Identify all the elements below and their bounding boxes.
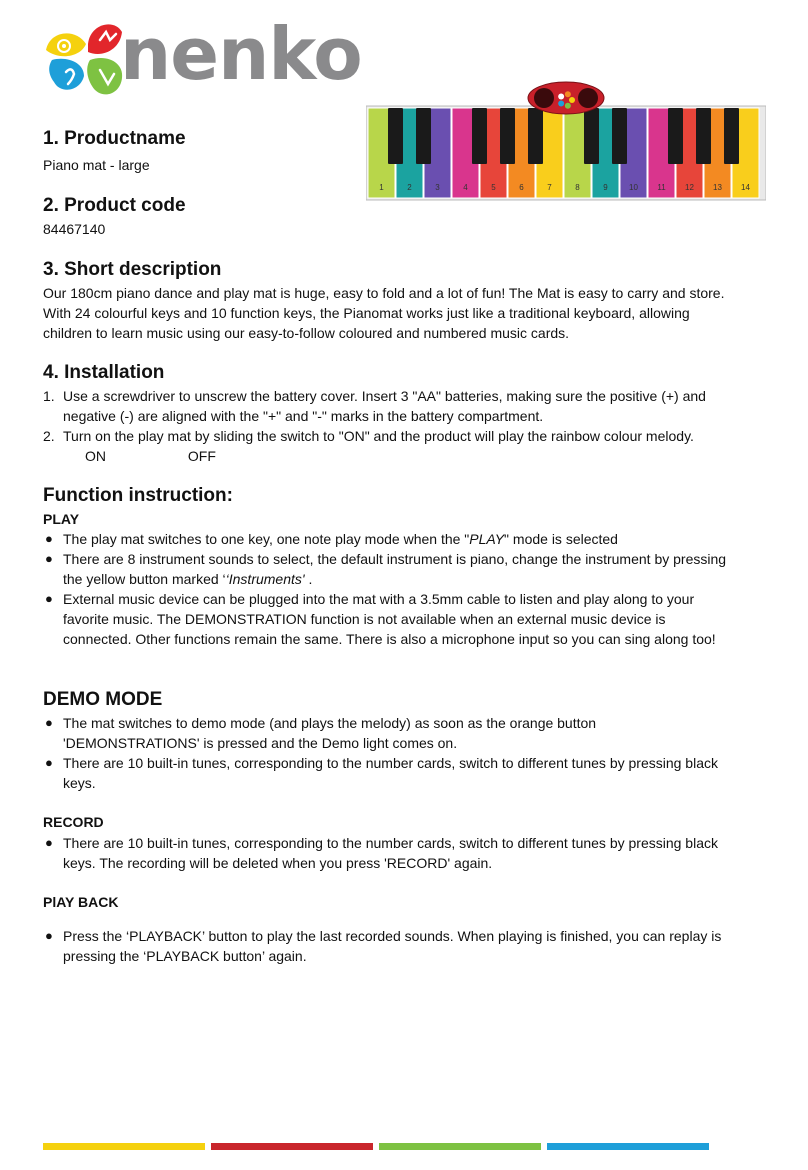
key-number: 3: [435, 183, 440, 192]
on-label: ON: [85, 448, 106, 464]
footer-color-segment: [379, 1143, 541, 1150]
demo-item: ● There are 10 built-in tunes, corresponding to the number cards, switch to different tunes by pressing black keys.: [45, 755, 718, 791]
short-description-heading: 3. Short description: [43, 259, 222, 280]
key-number: 10: [629, 183, 638, 192]
short-description-text: Our 180cm piano dance and play mat is huge, easy to fold and a lot of fun! The Mat is easy to carry and store. With 24 colourful keys and 10 function keys, the Pianomat works just like a traditional keyboard, allowing children to learn music using our easy-to-follow coloured and numbered music cards.: [43, 285, 725, 341]
play-item: ● External music device can be plugged into the mat with a 3.5mm cable to listen and play along to your favorite music. The DEMONSTRATION function is not available when an external music device is connected. Other functions remain the same. There is also a microphone input so you can sing along too!: [45, 591, 716, 647]
black-key: [724, 108, 739, 164]
key-number: 7: [547, 183, 552, 192]
black-key: [472, 108, 487, 164]
footer-color-bar: [43, 1143, 709, 1150]
installation-step: 1. Use a screwdriver to unscrew the battery cover. Insert 3 "AA" batteries, making sure the positive (+) and negative (-) are aligned with the "+" and "-" marks in the battery compartment.: [43, 388, 706, 424]
play-heading: PLAY: [43, 511, 80, 527]
off-label: OFF: [187, 448, 216, 464]
black-key: [388, 108, 403, 164]
play-list: [43, 529, 733, 649]
key-number: 13: [713, 183, 722, 192]
play-item: ● The play mat switches to one key, one note play mode when the "PLAY" mode is selected: [45, 531, 618, 547]
record-list: [43, 833, 733, 873]
speaker-left: [534, 88, 554, 108]
speaker-right: [578, 88, 598, 108]
record-item: ● There are 10 built-in tunes, corresponding to the number cards, switch to different tunes by pressing black keys. The recording will be deleted when you press 'RECORD' again.: [45, 835, 718, 871]
key-number: 1: [379, 183, 384, 192]
product-code-value: 84467140: [43, 221, 106, 237]
productname-value: Piano mat - large: [43, 157, 150, 173]
black-key: [528, 108, 543, 164]
key-number: 8: [575, 183, 580, 192]
installation-step-text: Turn on the play mat by sliding the switch to "ON" and the product will play the rainbow colour melody.: [63, 428, 694, 444]
piano-mat-illustration: [366, 80, 766, 202]
black-key: [584, 108, 599, 164]
demo-item: ● The mat switches to demo mode (and plays the melody) as soon as the orange button 'DEMONSTRATIONS' is pressed and the Demo light comes on.: [45, 715, 597, 751]
control-button: [569, 97, 575, 103]
logo-petal-yellow: [46, 33, 86, 56]
control-button: [565, 103, 571, 109]
footer-color-segment: [211, 1143, 373, 1150]
key-number: 5: [491, 183, 496, 192]
black-key: [696, 108, 711, 164]
black-key: [416, 108, 431, 164]
footer-color-segment: [547, 1143, 709, 1150]
installation-step: 2. Turn on the play mat by sliding the switch to "ON" and the product will play the rainbow colour melody. ON OFF: [43, 428, 694, 464]
demo-mode-heading: DEMO MODE: [43, 689, 163, 710]
playback-list: [43, 926, 733, 966]
footer-color-segment: [43, 1143, 205, 1150]
record-heading: RECORD: [43, 814, 104, 830]
product-code-heading: 2. Product code: [43, 195, 186, 216]
key-number: 14: [741, 183, 750, 192]
black-key: [668, 108, 683, 164]
installation-heading: 4. Installation: [43, 362, 165, 383]
brand-wordmark: nenko: [120, 12, 362, 96]
logo-petal-blue: [49, 59, 84, 90]
black-key: [500, 108, 515, 164]
key-number: 12: [685, 183, 694, 192]
logo-petal-red: [88, 24, 122, 54]
playback-item: ● Press the ‘PLAYBACK’ button to play the last recorded sounds. When playing is finished, you can replay is pressing the ‘PLAYBACK button’ again.: [45, 928, 722, 964]
function-instruction-heading: Function instruction:: [43, 485, 233, 506]
key-number: 4: [463, 183, 468, 192]
installation-steps: [43, 386, 733, 466]
demo-list: [43, 713, 733, 793]
black-key: [612, 108, 627, 164]
control-button: [558, 93, 564, 99]
playback-heading: PlAY BACK: [43, 894, 119, 910]
key-number: 6: [519, 183, 524, 192]
productname-heading: 1. Productname: [43, 128, 186, 149]
key-number: 9: [603, 183, 608, 192]
key-number: 2: [407, 183, 412, 192]
control-button: [558, 101, 564, 107]
play-item: ● There are 8 instrument sounds to select, the default instrument is piano, change the instrument by pressing the yellow button marked ‘‘Instruments' .: [45, 551, 727, 587]
control-button: [565, 91, 571, 97]
installation-step-text: Use a screwdriver to unscrew the battery cover. Insert 3 "AA" batteries, making sure the positive (+) and negative (-) are aligned with the "+" and "-" marks in the battery compartment.: [63, 388, 706, 424]
key-number: 11: [657, 183, 666, 192]
